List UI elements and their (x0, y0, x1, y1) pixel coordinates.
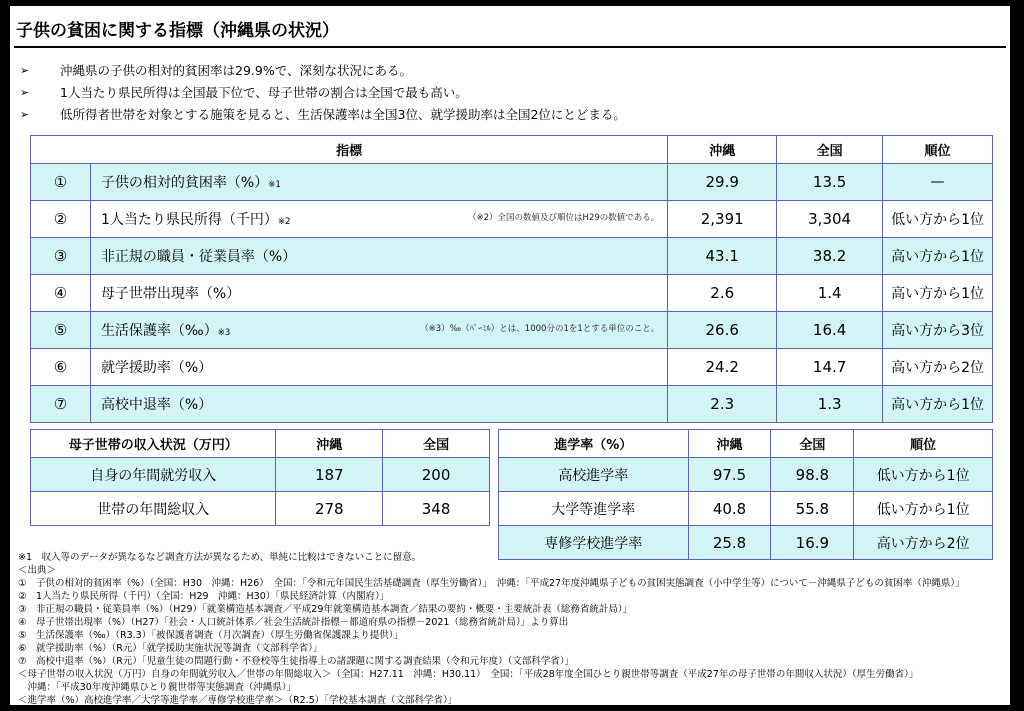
header-national: 全国 (771, 430, 854, 458)
source-line: ④ 母子世帯出現率（%）（H27）「社会・人口統計体系／社会生活統計指標－都道府県の指標－2021（総務省統計局）」より算出 (18, 617, 569, 628)
single-mother-income-table (30, 429, 490, 526)
table-row (31, 275, 993, 312)
table-row (31, 164, 993, 201)
table-row (31, 492, 490, 526)
indicator-label: 子供の相対的貧困率（%） (100, 175, 269, 191)
row-number: ④ (31, 275, 91, 312)
source-line: ⑦ 高校中退率（%）（R元）「児童生徒の問題行動・不登校等生徒指導上の諸課題に関する調査結果（令和元年度）（文部科学省）」 (18, 656, 575, 667)
header-rank: 順位 (854, 430, 993, 458)
national-value: 38.2 (777, 238, 883, 275)
arrow-bullet-icon: ➢ (20, 107, 30, 121)
arrow-bullet-icon: ➢ (20, 63, 30, 77)
source-line: ＜進学率（%）高校進学率／大学等進学率／専修学校進学率＞（R2.5）「学校基本調査（文部科学省）」 (18, 695, 458, 706)
advancement-rate-table (498, 429, 993, 560)
national-value: 16.9 (771, 526, 854, 560)
national-value: 13.5 (777, 164, 883, 201)
indicator-name: 就学援助率（%） (90, 349, 667, 386)
footnote-mark: ※3 (217, 328, 231, 338)
inline-note: （※2）全国の数値及び順位はH29の数値である。 (468, 213, 660, 223)
indicator-label: 1人当たり県民所得（千円） (100, 212, 278, 228)
header-okinawa: 沖縄 (668, 136, 777, 164)
okinawa-value: 2,391 (668, 201, 777, 238)
bullet-text: 1人当たり県民所得は全国最下位で、母子世帯の割合は全国で最も高い。 (60, 85, 468, 100)
row-label: 自身の年間就労収入 (31, 458, 276, 492)
header-okinawa: 沖縄 (688, 430, 771, 458)
row-number: ③ (31, 238, 91, 275)
indicator-name (90, 201, 667, 238)
summary-bullets (16, 59, 1006, 125)
table-row (499, 492, 993, 526)
okinawa-value: 2.6 (668, 275, 777, 312)
header-label: 進学率（%） (499, 430, 689, 458)
national-value: 98.8 (771, 458, 854, 492)
table-row (31, 312, 993, 349)
bullet-item (16, 81, 1006, 103)
okinawa-value: 187 (276, 458, 383, 492)
rank-value: 低い方から1位 (854, 492, 993, 526)
indicator-name (90, 312, 667, 349)
header-national: 全国 (777, 136, 883, 164)
inline-note: （※3）‰（ﾊﾟｰﾐﾙ）とは、1000分の1を1とする単位のこと。 (420, 324, 660, 334)
source-line: ⑤ 生活保護率（‰）（R3.3）「被保護者調査（月次調査）（厚生労働省保護課より提供）」 (18, 630, 403, 641)
bullet-text: 低所得者世帯を対象とする施策を見ると、生活保護率は全国3位、就学援助率は全国2位にとどまる。 (60, 107, 626, 122)
indicator-name (90, 164, 667, 201)
table-row (31, 386, 993, 423)
header-label: 母子世帯の収入状況（万円） (31, 430, 276, 458)
table-row (31, 238, 993, 275)
source-line: ＜母子世帯の収入状況（万円）自身の年間就労収入／世帯の年間総収入＞（全国：H27.11 沖縄：H30.11） 全国：「平成28年度全国ひとり親世帯等調査（平成27年の母子世帯の年間収入状況）（厚生労働省）」 (18, 669, 919, 680)
table-header-row (499, 430, 993, 458)
national-value: 1.4 (777, 275, 883, 312)
okinawa-value: 40.8 (688, 492, 771, 526)
indicator-table (30, 135, 993, 423)
rank-value: 高い方から2位 (854, 526, 993, 560)
rank-value: 高い方から1位 (883, 386, 993, 423)
header-rank: 順位 (883, 136, 993, 164)
national-value: 348 (383, 492, 490, 526)
rank-value: 高い方から2位 (883, 349, 993, 386)
rank-value: 低い方から1位 (854, 458, 993, 492)
okinawa-value: 26.6 (668, 312, 777, 349)
page-title: 子供の貧困に関する指標（沖縄県の状況） (16, 21, 339, 41)
source-line: ③ 非正規の職員・従業員率（%）（H29）「就業構造基本調査／平成29年就業構造基本調査／結果の要約・概要・主要統計表（総務省統計局）」 (18, 604, 633, 615)
source-line: 沖縄：「平成30年度沖縄県ひとり親世帯等実態調査（沖縄県）」 (18, 682, 297, 693)
table-row (499, 458, 993, 492)
row-number: ⑤ (31, 312, 91, 349)
bullet-item (16, 59, 1006, 81)
row-number: ② (31, 201, 91, 238)
rank-value: 高い方から1位 (883, 275, 993, 312)
okinawa-value: 24.2 (668, 349, 777, 386)
row-label: 大学等進学率 (499, 492, 689, 526)
rank-value: 低い方から1位 (883, 201, 993, 238)
indicator-label: 生活保護率（‰） (100, 323, 218, 339)
row-label: 高校進学率 (499, 458, 689, 492)
rank-value: 高い方から3位 (883, 312, 993, 349)
okinawa-value: 2.3 (668, 386, 777, 423)
national-value: 200 (383, 458, 490, 492)
national-value: 55.8 (771, 492, 854, 526)
national-value: 3,304 (777, 201, 883, 238)
row-number: ⑦ (31, 386, 91, 423)
national-value: 14.7 (777, 349, 883, 386)
source-heading: ＜出典＞ (18, 565, 57, 576)
indicator-name: 高校中退率（%） (90, 386, 667, 423)
footnote-mark: ※1 (268, 180, 281, 190)
table-header-row (31, 136, 993, 164)
rank-value: 高い方から1位 (883, 238, 993, 275)
header-national: 全国 (383, 430, 490, 458)
okinawa-value: 43.1 (668, 238, 777, 275)
header-okinawa: 沖縄 (276, 430, 383, 458)
title-underline (14, 46, 1006, 48)
bullet-item (16, 103, 1006, 125)
table-row (31, 349, 993, 386)
okinawa-value: 278 (276, 492, 383, 526)
national-value: 16.4 (777, 312, 883, 349)
okinawa-value: 29.9 (668, 164, 777, 201)
row-number: ① (31, 164, 91, 201)
footnote-1: ※1 収入等のデータが異なるなど調査方法が異なるため、単純に比較はできないことに留意。 (18, 552, 422, 563)
indicator-name: 母子世帯出現率（%） (90, 275, 667, 312)
bullet-text: 沖縄県の子供の相対的貧困率は29.9%で、深刻な状況にある。 (60, 63, 412, 78)
national-value: 1.3 (777, 386, 883, 423)
slide-page (10, 6, 1010, 705)
indicator-name: 非正規の職員・従業員率（%） (90, 238, 667, 275)
row-label: 世帯の年間総収入 (31, 492, 276, 526)
footnote-mark: ※2 (277, 217, 291, 227)
table-header-row (31, 430, 490, 458)
row-number: ⑥ (31, 349, 91, 386)
row-label: 専修学校進学率 (499, 526, 689, 560)
header-indicator: 指標 (31, 136, 668, 164)
source-line: ② 1人当たり県民所得（千円）（全国：H29 沖縄：H30）「県民経済計算（内閣府）」 (18, 591, 390, 602)
arrow-bullet-icon: ➢ (20, 85, 30, 99)
okinawa-value: 25.8 (688, 526, 771, 560)
table-row (31, 458, 490, 492)
source-line: ⑥ 就学援助率（%）（R元）「就学援助実施状況等調査（文部科学省）」 (18, 643, 323, 654)
table-row (31, 201, 993, 238)
rank-value: — (883, 164, 993, 201)
sources-footer (18, 551, 1008, 707)
source-line: ① 子供の相対的貧困率（%）（全国：H30 沖縄：H26） 全国：「令和元年国民生活基礎調査（厚生労働省）」 沖縄：「平成27年度沖縄県子どもの貧困実態調査（小中学生等）について－沖縄県子どもの貧困率（沖縄県）」 (18, 578, 965, 589)
okinawa-value: 97.5 (688, 458, 771, 492)
